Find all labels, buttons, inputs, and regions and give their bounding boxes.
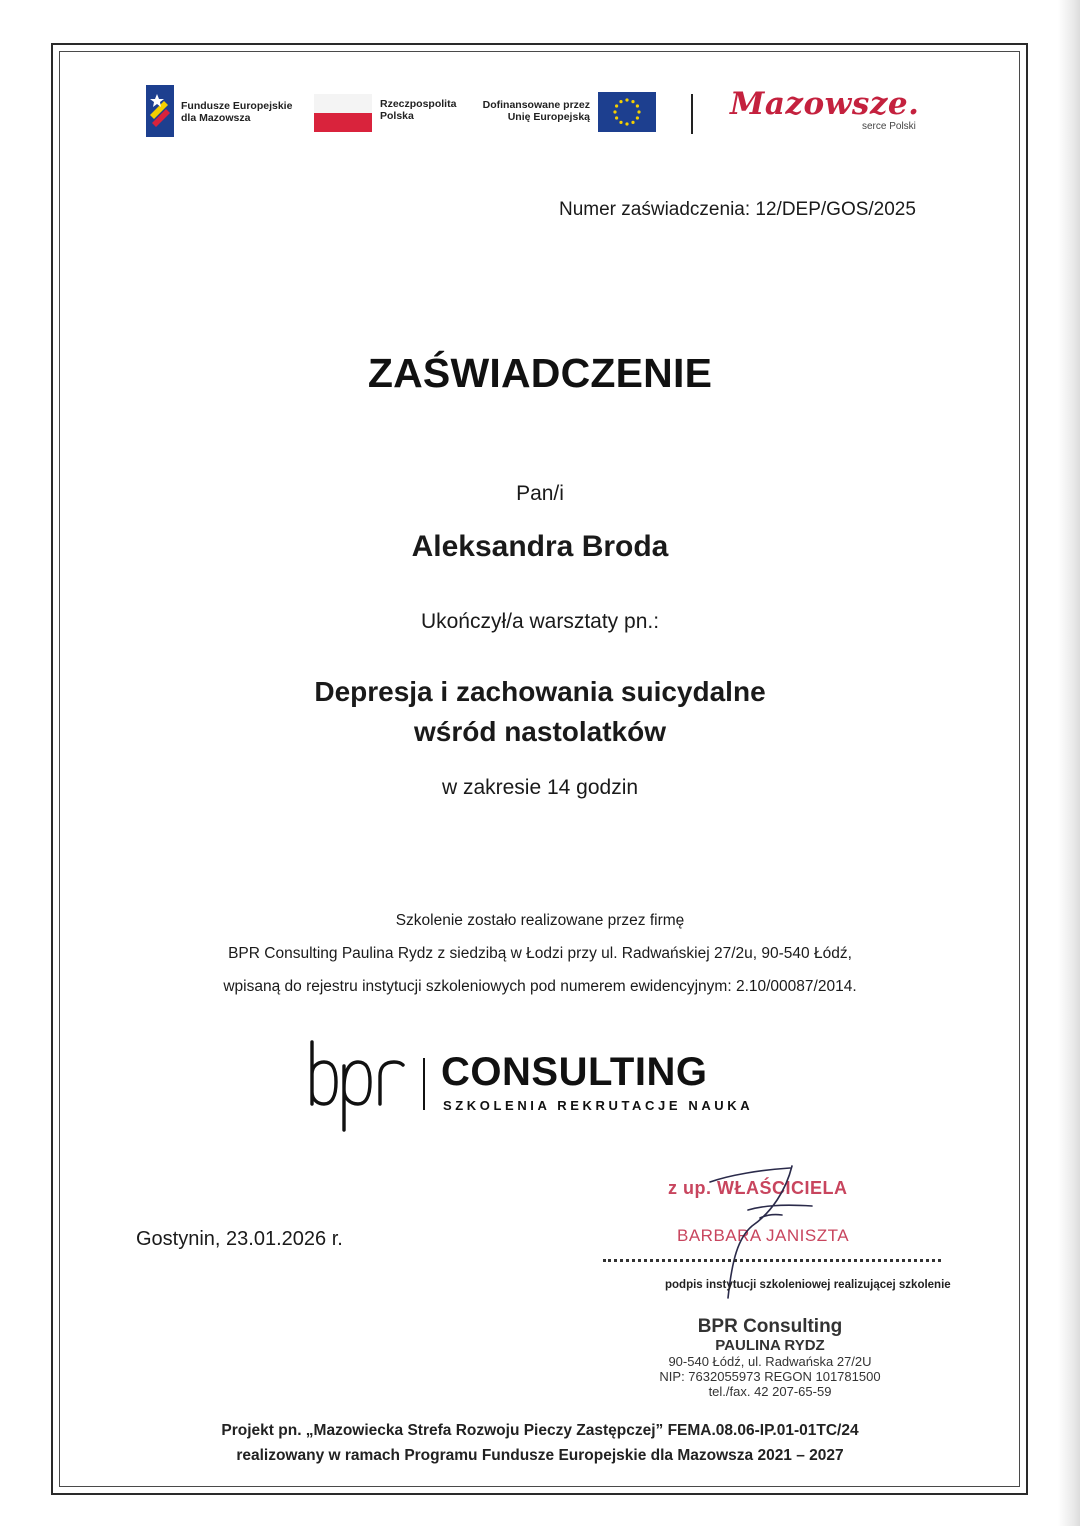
organizer-statement bbox=[0, 904, 1080, 1003]
bpr-logo-mark bbox=[306, 1040, 406, 1132]
rzeczpospolita-label bbox=[380, 98, 456, 122]
logo-separator bbox=[691, 94, 693, 134]
eu-line1: Dofinansowane przez bbox=[482, 99, 590, 111]
polish-flag-icon bbox=[314, 94, 372, 132]
fundusze-europejskie-logo-icon bbox=[146, 85, 174, 137]
course-title-line2: wśród nastolatków bbox=[413, 716, 667, 747]
completion-statement: Ukończył/a warsztaty pn.: bbox=[420, 610, 660, 633]
eu-funding-label bbox=[480, 99, 590, 123]
recipient-name: Aleksandra Broda bbox=[411, 530, 669, 563]
signature-caption: podpis instytucji szkoleniowej realizującej szkolenie bbox=[665, 1279, 951, 1291]
fundusze-line2: dla Mazowsza bbox=[181, 112, 251, 124]
poland-line1: Rzeczpospolita bbox=[380, 98, 457, 110]
stamp-company-name: BPR Consulting bbox=[697, 1316, 843, 1337]
bpr-subtitle: SZKOLENIA REKRUTACJE NAUKA bbox=[443, 1098, 754, 1113]
signature-dotted-line bbox=[603, 1259, 941, 1262]
organizer-line3: wpisaną do rejestru instytucji szkoleniowych pod numerem ewidencyjnym: 2.10/00087/2014. bbox=[223, 978, 857, 995]
course-title-line1: Depresja i zachowania suicydalne bbox=[314, 676, 766, 707]
eu-line2: Unię Europejską bbox=[507, 111, 590, 123]
certificate-number: Numer zaświadczenia: 12/DEP/GOS/2025 bbox=[559, 199, 916, 220]
poland-line2: Polska bbox=[380, 110, 414, 122]
organizer-line2: BPR Consulting Paulina Rydz z siedzibą w Łodzi przy ul. Radwańskiej 27/2u, 90-540 Łódź, bbox=[228, 945, 852, 962]
mazowsze-logo: Mazowsze. bbox=[730, 86, 920, 122]
salutation: Pan/i bbox=[516, 482, 564, 505]
eu-flag-icon bbox=[598, 92, 656, 132]
course-duration: w zakresie 14 godzin bbox=[441, 776, 639, 799]
authorization-stamp: z up. WŁAŚCICIELA bbox=[668, 1178, 848, 1198]
course-title bbox=[0, 672, 1080, 752]
bpr-mark-text: bpr bbox=[306, 1040, 308, 1041]
mazowsze-tagline: serce Polski bbox=[862, 121, 916, 132]
signatory-name-stamp: BARBARA JANISZTA bbox=[677, 1226, 850, 1245]
footer-line2: realizowany w ramach Programu Fundusze Europejskie dla Mazowsza 2021 – 2027 bbox=[236, 1447, 844, 1464]
fundusze-line1: Fundusze Europejskie bbox=[181, 100, 293, 112]
bpr-logo-divider bbox=[423, 1058, 425, 1110]
place-and-date: Gostynin, 23.01.2026 r. bbox=[136, 1228, 343, 1250]
stamp-address: 90-540 Łódź, ul. Radwańska 27/2U bbox=[668, 1354, 872, 1369]
stamp-tax-ids: NIP: 7632055973 REGON 101781500 bbox=[659, 1369, 881, 1384]
certificate-inner-border bbox=[59, 51, 1020, 1487]
bpr-consulting-wordmark: CONSULTING bbox=[441, 1050, 708, 1094]
document-title: ZAŚWIADCZENIE bbox=[367, 350, 713, 396]
project-footer bbox=[0, 1418, 1080, 1468]
stamp-phone: tel./fax. 42 207-65-59 bbox=[708, 1384, 832, 1399]
footer-line1: Projekt pn. „Mazowiecka Strefa Rozwoju Pieczy Zastępczej” FEMA.08.06-IP.01-01TC/24 bbox=[221, 1422, 859, 1439]
organizer-line1: Szkolenie zostało realizowane przez firmę bbox=[395, 912, 685, 929]
company-stamp bbox=[640, 1316, 900, 1399]
paper-edge-shadow bbox=[1058, 0, 1080, 1526]
stamp-owner: PAULINA RYDZ bbox=[715, 1337, 825, 1354]
fundusze-europejskie-label bbox=[181, 100, 292, 124]
